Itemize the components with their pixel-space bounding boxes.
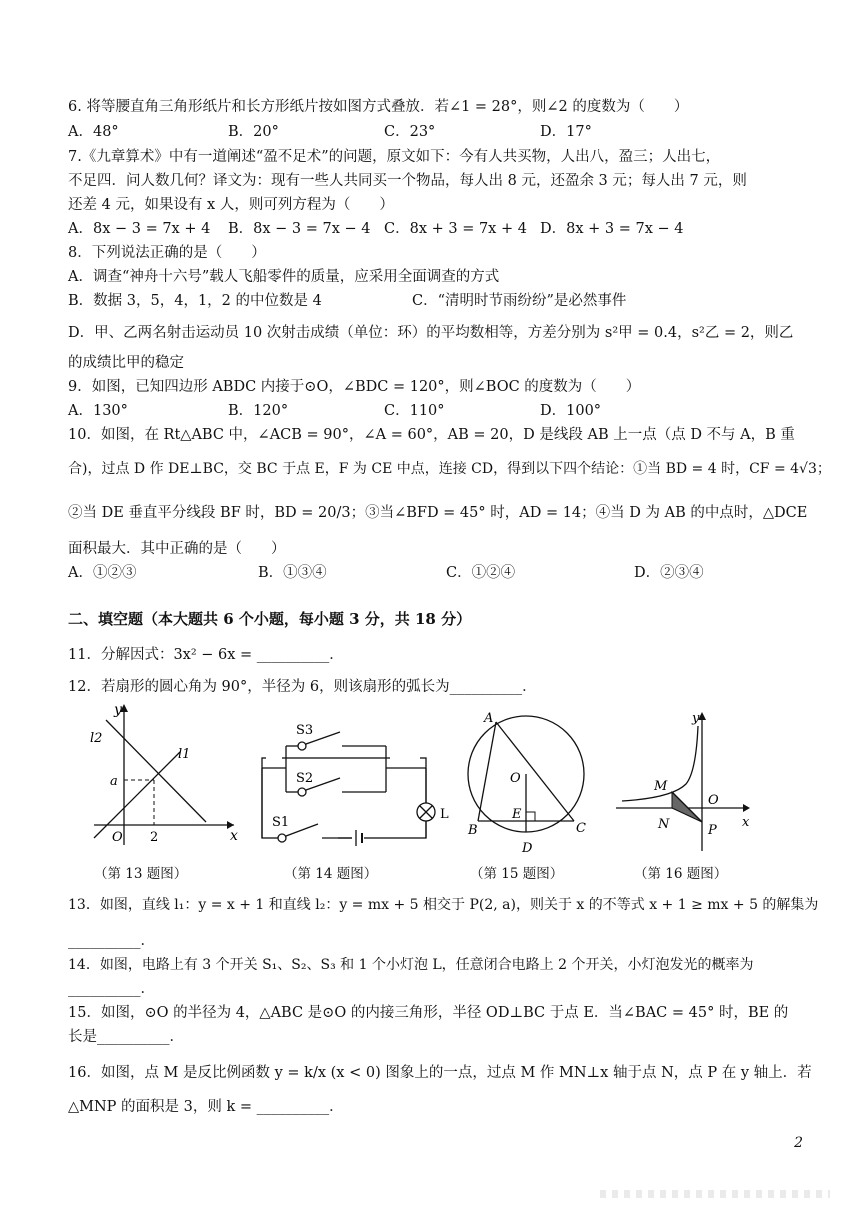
fig15-o-label: O	[510, 771, 521, 786]
q14-line1: 14．如图，电路上有 3 个开关 S₁、S₂、S₃ 和 1 个小灯泡 L，任意闭合电路上 2 个开关，小灯泡发光的概率为	[68, 957, 754, 973]
q8-option-b: B．数据 3，5，4，1，2 的中位数是 4	[68, 293, 322, 309]
fig16-m-label: M	[654, 779, 668, 794]
q14-line2: __________．	[68, 981, 155, 997]
q11: 11．分解因式：3x² − 6x = __________．	[68, 647, 344, 663]
q8-option-a: A．调查“神舟十六号”载人飞船零件的质量，应采用全面调查的方式	[68, 269, 500, 285]
q9-stem: 9．如图，已知四边形 ABDC 内接于⊙O，∠BDC = 120°，则∠BOC 的度数为（ ）	[68, 379, 641, 395]
q15-line2: 长是__________．	[68, 1029, 184, 1045]
q7-option-b: B．8x − 3 = 7x − 4	[228, 221, 371, 237]
q7-option-c: C．8x + 3 = 7x + 4	[384, 221, 527, 237]
fig15-e-label: E	[512, 807, 522, 822]
q10-option-c: C．①②④	[446, 565, 516, 581]
fig16-x-label: x	[742, 815, 750, 830]
q6-option-c: C．23°	[384, 124, 436, 140]
fig16-y-label: y	[692, 711, 700, 726]
q8-option-d-line2: 的成绩比甲的稳定	[68, 355, 184, 371]
caption-fig14: （第 14 题图）	[284, 866, 378, 882]
q10-line4: 面积最大．其中正确的是（ ）	[68, 541, 286, 557]
fig13-origin-label: O	[112, 830, 123, 845]
figure-14	[252, 720, 452, 854]
fig14-s3-label: S3	[296, 723, 314, 738]
figure-16	[612, 706, 757, 860]
q15-line1: 15．如图，⊙O 的半径为 4，△ABC 是⊙O 的内接三角形，半径 OD⊥BC 于点 E．当∠BAC = 45° 时，BE 的	[68, 1005, 789, 1021]
scan-artifact	[600, 1190, 830, 1198]
q13-line2: __________．	[68, 933, 155, 949]
fig13-x-label: x	[230, 828, 238, 844]
caption-fig15: （第 15 题图）	[470, 866, 564, 882]
fig16-n-label: N	[658, 817, 670, 832]
q6-stem: 6. 将等腰直角三角形纸片和长方形纸片按如图方式叠放．若∠1 = 28°，则∠2 的度数为（ ）	[68, 99, 689, 115]
q6-option-d: D．17°	[540, 124, 592, 140]
fig16-p-label: P	[708, 823, 717, 838]
q7-line1: 7.《九章算术》中有一道阐述“盈不足术”的问题，原文如下：今有人共买物，人出八，盈三；人出七，	[68, 149, 721, 165]
q9-option-d: D．100°	[540, 403, 602, 419]
q7-line2: 不足四．问人数几何？译文为：现有一些人共同买一个物品，每人出 8 元，还盈余 3 元；每人出 7 元，则	[68, 173, 747, 189]
fig15-c-label: C	[576, 821, 586, 836]
fig15-b-label: B	[468, 823, 478, 838]
q9-option-a: A．130°	[68, 403, 128, 419]
fig15-d-label: D	[522, 841, 533, 856]
q9-option-b: B．120°	[228, 403, 289, 419]
caption-fig13: （第 13 题图）	[94, 866, 188, 882]
fig14-l-label: L	[440, 807, 449, 822]
q10-option-a: A．①②③	[68, 565, 137, 581]
caption-fig16: （第 16 题图）	[634, 866, 728, 882]
q16-line1: 16．如图，点 M 是反比例函数 y = k/x (x < 0) 图象上的一点，过点 M 作 MN⊥x 轴于点 N，点 P 在 y 轴上．若	[68, 1065, 812, 1081]
q6-option-a: A．48°	[68, 124, 119, 140]
fig13-l2-label: l2	[90, 731, 103, 746]
q8-option-c: C．“清明时节雨纷纷”是必然事件	[412, 293, 627, 309]
q6-option-b: B．20°	[228, 124, 279, 140]
fig16-o-label: O	[708, 793, 719, 808]
fig15-a-label: A	[484, 711, 494, 726]
q9-option-c: C．110°	[384, 403, 445, 419]
figure-15	[456, 706, 596, 860]
q13-line1: 13．如图，直线 l₁：y = x + 1 和直线 l₂：y = mx + 5 相交于 P(2, a)，则关于 x 的不等式 x + 1 ≥ mx + 5 的解集为	[68, 897, 819, 913]
q10-line3: ②当 DE 垂直平分线段 BF 时，BD = 20/3；③当∠BFD = 45° 时，AD = 14；④当 D 为 AB 的中点时，△DCE	[68, 505, 808, 521]
fig13-l1-label: l1	[178, 747, 191, 762]
q10-line1: 10．如图，在 Rt△ABC 中，∠ACB = 90°，∠A = 60°，AB = 20，D 是线段 AB 上一点（点 D 不与 A，B 重	[68, 427, 795, 443]
q12: 12．若扇形的圆心角为 90°，半径为 6，则该扇形的弧长为__________．	[68, 679, 537, 695]
figure-13	[84, 700, 244, 854]
q7-option-a: A．8x − 3 = 7x + 4	[68, 221, 211, 237]
page-number: 2	[794, 1135, 803, 1151]
q8-option-d-line1: D．甲、乙两名射击运动员 10 次射击成绩（单位：环）的平均数相等，方差分别为 s²甲 = 0.4，s²乙 = 2，则乙	[68, 325, 794, 341]
q8-stem: 8．下列说法正确的是（ ）	[68, 245, 266, 261]
q10-line2: 合)，过点 D 作 DE⊥BC，交 BC 于点 E，F 为 CE 中点，连接 CD，得到以下四个结论：①当 BD = 4 时，CF = 4√3；	[68, 461, 831, 477]
fig13-y-label: y	[114, 702, 122, 718]
fig14-s1-label: S1	[272, 815, 290, 830]
section-heading: 二、填空题（本大题共 6 个小题，每小题 3 分，共 18 分）	[68, 610, 472, 628]
fig13-a-label: a	[110, 774, 118, 789]
q16-line2: △MNP 的面积是 3，则 k = __________．	[68, 1099, 344, 1115]
fig14-s2-label: S2	[296, 771, 314, 786]
q10-option-d: D．②③④	[634, 565, 704, 581]
q10-option-b: B．①③④	[258, 565, 327, 581]
q7-line3: 还差 4 元，如果设有 x 人，则可列方程为（ ）	[68, 197, 394, 213]
q7-option-d: D．8x + 3 = 7x − 4	[540, 221, 684, 237]
fig13-tick-2: 2	[150, 830, 159, 845]
